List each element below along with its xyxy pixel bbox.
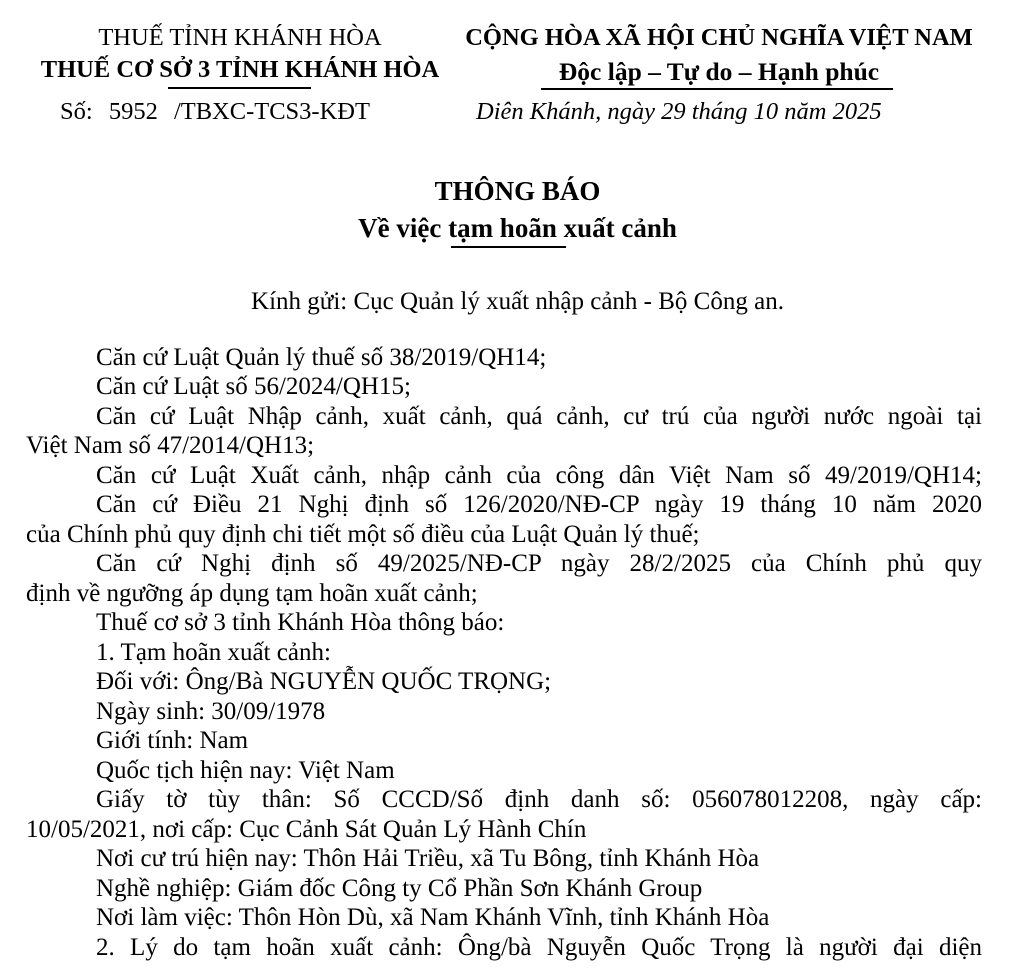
motto-underline — [541, 88, 893, 90]
subtitle-underline — [451, 246, 566, 248]
legal-basis-6-cont: định về ngưỡng áp dụng tạm hoãn xuất cảnh; — [26, 580, 478, 607]
country-name: CỘNG HÒA XÃ HỘI CHỦ NGHĨA VIỆT NAM — [465, 24, 973, 51]
legal-basis-6: Căn cứ Nghị định số 49/2025/NĐ-CP ngày 28/2/2025 của Chính phủ quy — [96, 550, 982, 577]
doc-code: /TBXC-TCS3-KĐT — [173, 98, 370, 125]
recipient: Kính gửi: Cục Quản lý xuất nhập cảnh - Bộ Công an. — [251, 288, 784, 315]
subject-workplace: Nơi làm việc: Thôn Hòn Dù, xã Nam Khánh Vĩnh, tỉnh Khánh Hòa — [96, 904, 770, 931]
agency-parent: THUẾ TỈNH KHÁNH HÒA — [98, 24, 382, 51]
notice-intro: Thuế cơ sở 3 tỉnh Khánh Hòa thông báo: — [96, 609, 505, 636]
doc-number-label: Số: — [60, 98, 93, 125]
legal-basis-4: Căn cứ Luật Xuất cảnh, nhập cảnh của công dân Việt Nam số 49/2019/QH14; — [96, 462, 982, 489]
national-motto: Độc lập – Tự do – Hạnh phúc — [558, 57, 880, 86]
doc-number — [60, 96, 370, 128]
legal-basis-2: Căn cứ Luật số 56/2024/QH15; — [96, 373, 411, 400]
doc-number-value: 5952 — [108, 98, 158, 125]
document-subtitle: Về việc tạm hoãn xuất cảnh — [358, 213, 677, 243]
legal-basis-3-cont: Việt Nam số 47/2014/QH13; — [26, 432, 315, 459]
section-1-heading: 1. Tạm hoãn xuất cảnh: — [96, 639, 331, 666]
subject-occupation: Nghề nghiệp: Giám đốc Công ty Cổ Phần Sơn Khánh Group — [96, 875, 703, 902]
subject-residence: Nơi cư trú hiện nay: Thôn Hải Triều, xã Tu Bông, tỉnh Khánh Hòa — [96, 845, 760, 872]
legal-basis-5-cont: của Chính phủ quy định chi tiết một số điều của Luật Quản lý thuế; — [26, 521, 700, 548]
agency-name: THUẾ CƠ SỞ 3 TỈNH KHÁNH HÒA — [40, 56, 440, 83]
legal-basis-5: Căn cứ Điều 21 Nghị định số 126/2020/NĐ-CP ngày 19 tháng 10 năm 2020 — [96, 491, 982, 518]
agency-underline — [168, 87, 311, 89]
subject-id-issue: 10/05/2021, nơi cấp: Cục Cảnh Sát Quản Lý Hành Chín — [26, 816, 587, 843]
subject-id-document: Giấy tờ tùy thân: Số CCCD/Số định danh số: 056078012208, ngày cấp: — [96, 786, 982, 813]
document-title: THÔNG BÁO — [434, 176, 601, 206]
legal-basis-3: Căn cứ Luật Nhập cảnh, xuất cảnh, quá cảnh, cư trú của người nước ngoài tại — [96, 403, 982, 430]
subject-gender: Giới tính: Nam — [96, 727, 249, 754]
section-2-reason: 2. Lý do tạm hoãn xuất cảnh: Ông/bà Nguyễn Quốc Trọng là người đại diện — [96, 934, 982, 961]
subject-name: Đối với: Ông/Bà NGUYỄN QUỐC TRỌNG; — [96, 668, 552, 695]
legal-basis-1: Căn cứ Luật Quản lý thuế số 38/2019/QH14; — [96, 344, 547, 371]
subject-dob: Ngày sinh: 30/09/1978 — [96, 698, 326, 725]
place-date: Diên Khánh, ngày 29 tháng 10 năm 2025 — [476, 98, 882, 125]
subject-nationality: Quốc tịch hiện nay: Việt Nam — [96, 757, 395, 784]
